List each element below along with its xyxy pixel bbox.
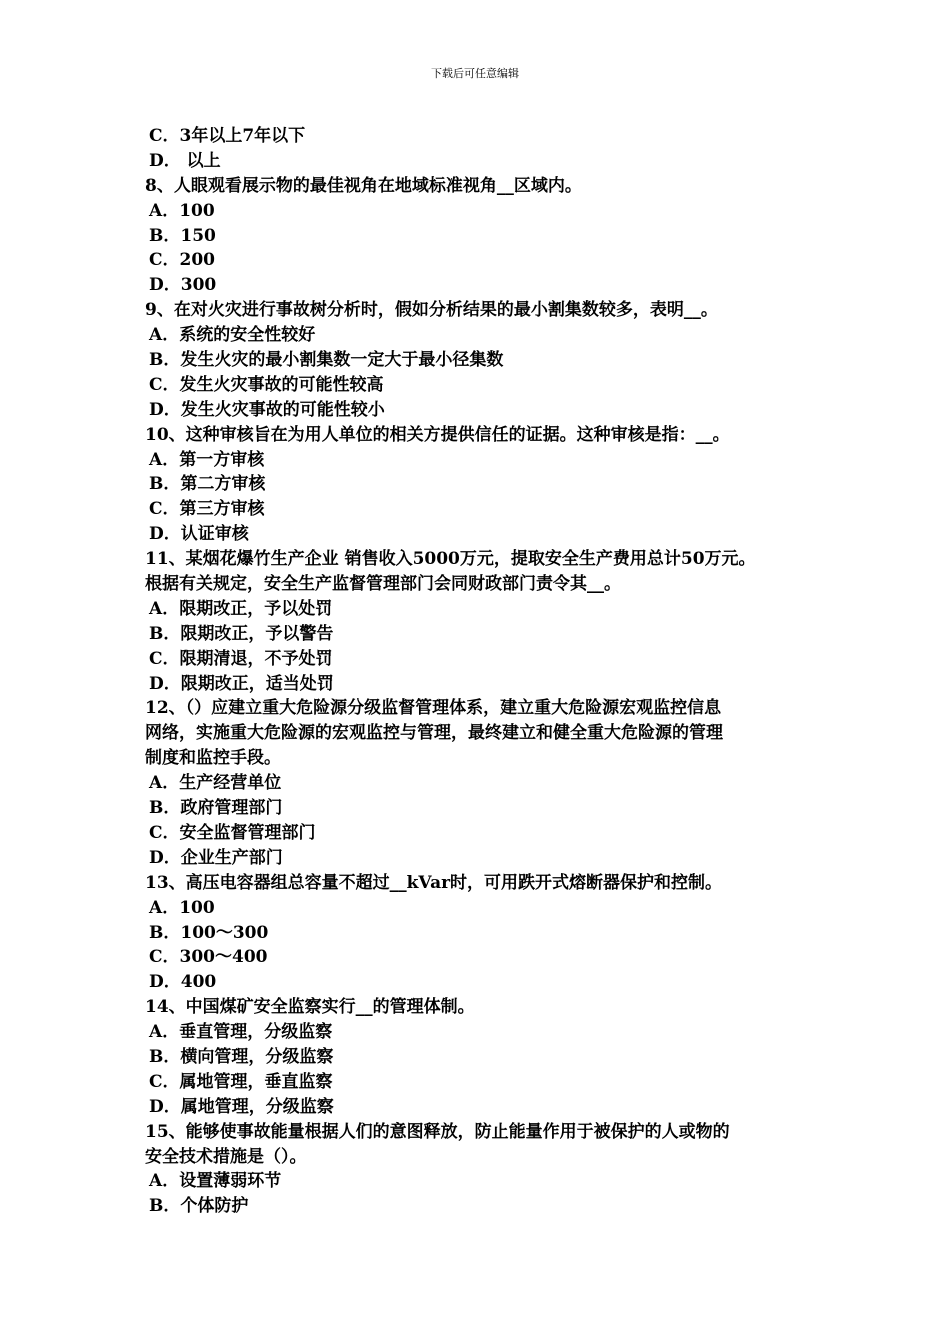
question-text: 10、这种审核旨在为用人单位的相关方提供信任的证据。这种审核是指：__。 xyxy=(145,424,730,445)
answer-option: D．限期改正，适当处罚 xyxy=(149,673,334,694)
answer-option: D．属地管理，分级监察 xyxy=(149,1096,334,1117)
question-text: 15、能够使事故能量根据人们的意图释放，防止能量作用于被保护的人或物的 xyxy=(145,1121,730,1142)
answer-option: C．3年以上7年以下 xyxy=(149,126,306,146)
question-text: 网络，实施重大危险源的宏观监控与管理，最终建立和健全重大危险源的管理 xyxy=(145,723,723,744)
answer-option: C．200 xyxy=(149,250,216,271)
answer-option: C．限期清退，不予处罚 xyxy=(149,648,333,669)
answer-option: B．个体防护 xyxy=(149,1196,249,1217)
answer-option: D．认证审核 xyxy=(149,524,249,545)
answer-option: C．属地管理，垂直监察 xyxy=(149,1071,333,1092)
answer-option: D．企业生产部门 xyxy=(149,847,283,868)
question-text: 安全技术措施是（）。 xyxy=(145,1146,307,1167)
answer-option: B．100～300 xyxy=(149,922,269,943)
page-header: 下载后可任意编辑 xyxy=(431,67,519,80)
answer-option: B．政府管理部门 xyxy=(149,798,283,819)
answer-option: B．发生火灾的最小割集数一定大于最小径集数 xyxy=(149,350,504,371)
question-text: 13、高压电容器组总容量不超过__kVar时，可用跌开式熔断器保护和控制。 xyxy=(145,872,723,893)
document-body xyxy=(145,124,835,1219)
answer-option: C．300～400 xyxy=(149,947,268,968)
answer-option: B．150 xyxy=(149,225,216,246)
answer-option: D．发生火灾事故的可能性较小 xyxy=(149,399,385,420)
answer-option: A．100 xyxy=(149,897,215,918)
question-text: 11、某烟花爆竹生产企业 销售收入5000万元，提取安全生产费用总计50万元。 xyxy=(145,549,756,570)
answer-option: A．设置薄弱环节 xyxy=(149,1171,282,1192)
question-text: 制度和监控手段。 xyxy=(145,748,281,769)
answer-option: C．安全监督管理部门 xyxy=(149,822,316,843)
question-text: 12、（）应建立重大危险源分级监督管理体系，建立重大危险源宏观监控信息 xyxy=(145,698,722,719)
answer-option: B．第二方审核 xyxy=(149,474,266,495)
question-text: 根据有关规定，安全生产监督管理部门会同财政部门责令其__。 xyxy=(145,574,621,595)
answer-option: D． 以上 xyxy=(149,150,221,171)
answer-option: A．第一方审核 xyxy=(149,449,265,470)
answer-option: A．限期改正，予以处罚 xyxy=(149,598,333,619)
answer-option: A．100 xyxy=(149,200,215,221)
answer-option: A．垂直管理，分级监察 xyxy=(149,1022,333,1043)
question-text: 9、在对火灾进行事故树分析时，假如分析结果的最小割集数较多，表明__。 xyxy=(145,300,718,321)
answer-option: A．生产经营单位 xyxy=(149,773,282,794)
answer-option: D．400 xyxy=(149,972,217,993)
answer-option: A．系统的安全性较好 xyxy=(149,325,316,346)
answer-option: C．发生火灾事故的可能性较高 xyxy=(149,374,384,395)
answer-option: B．限期改正，予以警告 xyxy=(149,623,334,644)
answer-option: D．300 xyxy=(149,275,217,296)
answer-option: C．第三方审核 xyxy=(149,499,265,520)
question-text: 8、人眼观看展示物的最佳视角在地域标准视角__区域内。 xyxy=(145,175,582,196)
answer-option: B．横向管理，分级监察 xyxy=(149,1046,334,1067)
question-text: 14、中国煤矿安全监察实行__的管理体制。 xyxy=(145,997,475,1018)
